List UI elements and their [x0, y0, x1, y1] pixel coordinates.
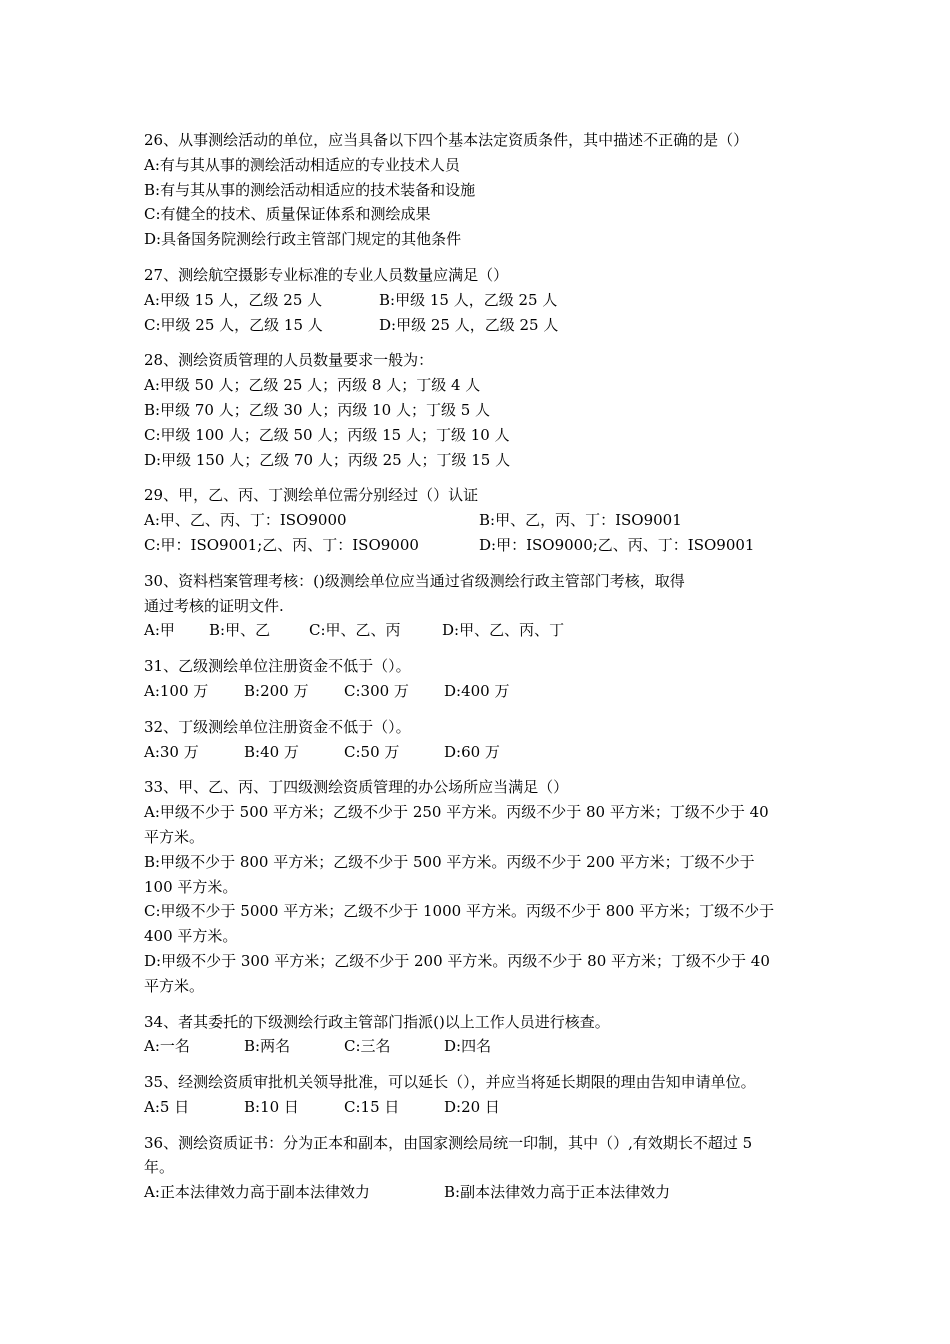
question-30	[144, 569, 810, 643]
option-row	[144, 1180, 810, 1205]
option-row	[144, 1034, 810, 1059]
option-row	[144, 740, 810, 765]
option-c: C:三名	[344, 1037, 391, 1056]
option-row	[144, 313, 810, 338]
option-c: C:50 万	[344, 742, 400, 761]
option-c-continued: 400 平方米。	[144, 927, 238, 946]
option-c: C:有健全的技术、质量保证体系和测绘成果	[144, 205, 431, 224]
option-a: A:甲级不少于 500 平方米；乙级不少于 250 平方米。丙级不少于 80 平方米；丁级不少于 40	[144, 803, 769, 822]
option-d: D:甲、乙、丙、丁	[442, 621, 565, 640]
option-a: A:一名	[144, 1037, 190, 1056]
option-a: A:甲、乙、丙、丁：ISO9000	[144, 511, 347, 530]
option-b: B:甲、乙	[209, 621, 271, 640]
option-d: D:20 日	[444, 1097, 500, 1116]
option-b: B:副本法律效力高于正本法律效力	[444, 1183, 671, 1202]
question-stem: 33、甲、乙、丙、丁四级测绘资质管理的办公场所应当满足（）	[144, 778, 569, 797]
option-b: B:有与其从事的测绘活动相适应的技术装备和设施	[144, 180, 476, 199]
question-35	[144, 1070, 810, 1120]
question-stem: 29、甲，乙、丙、丁测绘单位需分别经过（）认证	[144, 486, 479, 505]
option-b: B:甲级 15 人，乙级 25 人	[379, 290, 558, 309]
option-b: B:200 万	[244, 681, 309, 700]
option-row	[144, 533, 810, 558]
option-d: D:甲：ISO9000;乙、丙、丁：ISO9001	[479, 535, 755, 554]
question-26	[144, 128, 810, 252]
option-c: C:甲、乙、丙	[309, 621, 401, 640]
option-a-continued: 平方米。	[144, 827, 205, 846]
option-d-continued: 平方米。	[144, 976, 205, 995]
option-b: B:10 日	[244, 1097, 299, 1116]
option-b: B:甲、乙，丙、丁：ISO9001	[479, 511, 682, 530]
option-a: A:正本法律效力高于副本法律效力	[144, 1183, 370, 1202]
option-a: A:甲级 50 人；乙级 25 人；丙级 8 人；丁级 4 人	[144, 376, 481, 395]
question-stem-continued: 通过考核的证明文件.	[144, 596, 284, 615]
option-d: D:400 万	[444, 681, 510, 700]
option-row	[144, 679, 810, 704]
option-row	[144, 618, 810, 643]
option-a: A:有与其从事的测绘活动相适应的专业技术人员	[144, 155, 460, 174]
option-a: A:甲级 15 人，乙级 25 人	[144, 290, 323, 309]
option-d: D:60 万	[444, 742, 500, 761]
option-c: C:甲：ISO9001;乙、丙、丁：ISO9000	[144, 535, 419, 554]
question-stem: 35、经测绘资质审批机关领导批准，可以延长（），并应当将延长期限的理由告知申请单位。	[144, 1073, 756, 1092]
question-31	[144, 654, 810, 704]
option-b-continued: 100 平方米。	[144, 877, 238, 896]
question-34	[144, 1010, 810, 1060]
option-c: C:甲级 100 人；乙级 50 人；丙级 15 人；丁级 10 人	[144, 425, 510, 444]
option-row	[144, 1095, 810, 1120]
question-stem-continued: 年。	[144, 1158, 175, 1177]
option-row	[144, 288, 810, 313]
option-d: D:甲级不少于 300 平方米；乙级不少于 200 平方米。丙级不少于 80 平方米；丁级不少于 40	[144, 951, 770, 970]
option-d: D:甲级 150 人；乙级 70 人；丙级 25 人；丁级 15 人	[144, 450, 511, 469]
question-stem: 34、者其委托的下级测绘行政主管部门指派()以上工作人员进行核查。	[144, 1012, 610, 1031]
question-32	[144, 715, 810, 765]
question-stem: 31、乙级测绘单位注册资金不低于（）。	[144, 657, 411, 676]
question-stem: 30、资料档案管理考核：()级测绘单位应当通过省级测绘行政主管部门考核，取得	[144, 571, 685, 590]
option-row	[144, 508, 810, 533]
question-stem: 26、从事测绘活动的单位，应当具备以下四个基本法定资质条件，其中描述不正确的是（）	[144, 131, 749, 149]
question-33	[144, 775, 810, 998]
option-b: B:40 万	[244, 742, 299, 761]
option-a: A:100 万	[144, 681, 209, 700]
question-36	[144, 1131, 810, 1205]
question-27	[144, 263, 810, 337]
question-list	[144, 128, 810, 1216]
question-stem: 32、丁级测绘单位注册资金不低于（）。	[144, 717, 411, 736]
option-c: C:300 万	[344, 681, 409, 700]
option-a: A:甲	[144, 621, 175, 640]
option-c: C:甲级 25 人，乙级 15 人	[144, 315, 323, 334]
option-b: B:甲级 70 人；乙级 30 人；丙级 10 人；丁级 5 人	[144, 400, 491, 419]
option-c: C:15 日	[344, 1097, 400, 1116]
option-d: D:具备国务院测绘行政主管部门规定的其他条件	[144, 230, 462, 249]
question-29	[144, 483, 810, 557]
option-b: B:甲级不少于 800 平方米；乙级不少于 500 平方米。丙级不少于 200 平方米；丁级不少于	[144, 852, 755, 871]
option-b: B:两名	[244, 1037, 291, 1056]
option-a: A:5 日	[144, 1097, 190, 1116]
option-c: C:甲级不少于 5000 平方米；乙级不少于 1000 平方米。丙级不少于 800 平方米；丁级不少于	[144, 902, 775, 921]
question-28	[144, 348, 810, 472]
option-d: D:甲级 25 人，乙级 25 人	[379, 315, 559, 334]
question-stem: 28、测绘资质管理的人员数量要求一般为：	[144, 351, 434, 370]
option-a: A:30 万	[144, 742, 199, 761]
question-stem: 36、测绘资质证书：分为正本和副本，由国家测绘局统一印制，其中（）,有效期长不超过 5	[144, 1133, 753, 1152]
option-d: D:四名	[444, 1037, 492, 1056]
question-stem: 27、测绘航空摄影专业标准的专业人员数量应满足（）	[144, 265, 509, 284]
